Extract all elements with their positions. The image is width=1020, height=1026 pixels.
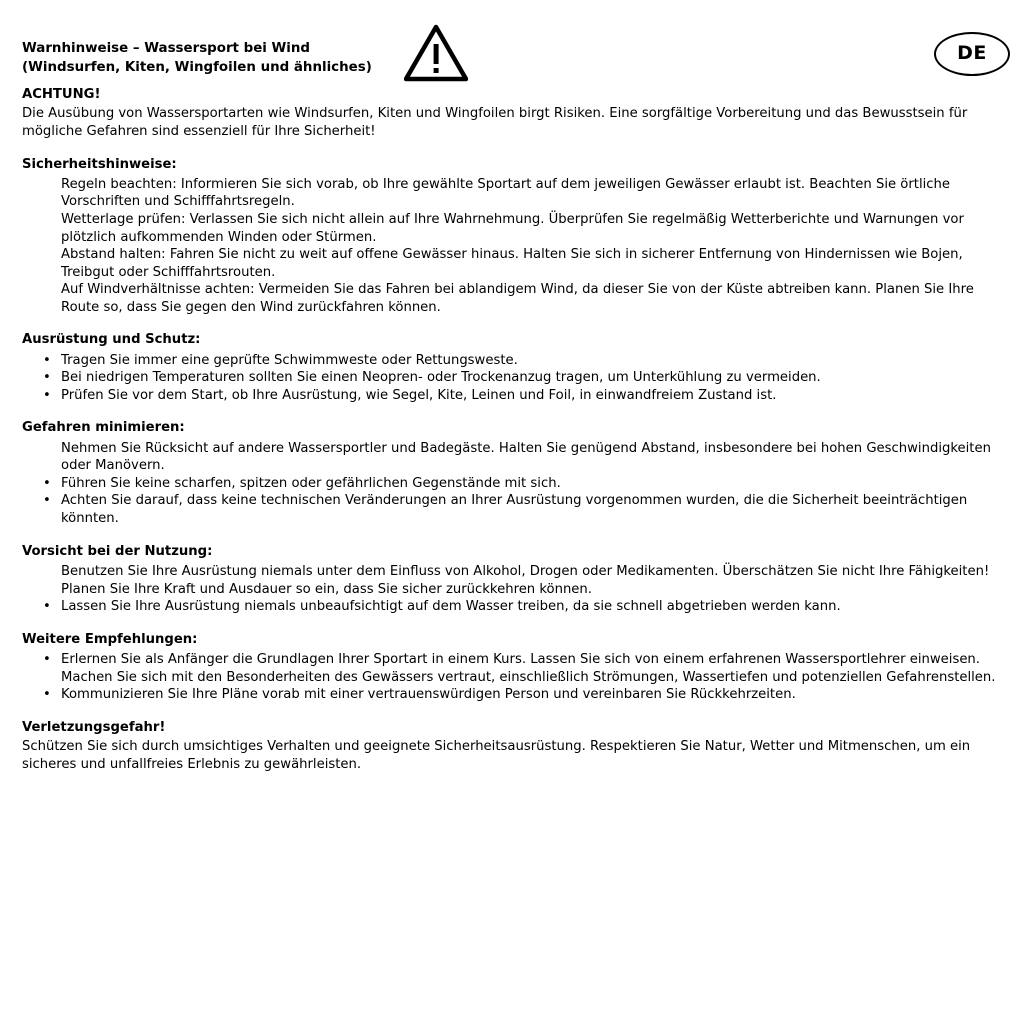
list-item: Auf Windverhältnisse achten: Vermeiden Sie das Fahren bei ablandigem Wind, da dieser Sie von der Küste abtreiben kann. Planen Sie Ihre Route so, dass Sie gegen den Wind zurückfahren können. — [61, 282, 974, 315]
section-list — [22, 440, 997, 528]
warning-triangle-icon — [404, 24, 468, 82]
document-header — [22, 36, 997, 86]
section-list — [22, 651, 997, 704]
list-item: • Achten Sie darauf, dass keine technischen Veränderungen an Ihrer Ausrüstung vorgenommen wurden, die die Sicherheit beeinträchtigen könnten. — [41, 492, 997, 527]
section-heading: Vorsicht bei der Nutzung: — [22, 543, 213, 559]
list-item: Wetterlage prüfen: Verlassen Sie sich nicht allein auf Ihre Wahrnehmung. Überprüfen Sie regelmäßig Wetterberichte und Warnungen vor plötzlich aufkommenden Winden oder Stürmen. — [61, 212, 964, 245]
page-title-line1: Warnhinweise – Wassersport bei Wind — [22, 41, 311, 56]
section-paragraph: Schützen Sie sich durch umsichtiges Verhalten und geeignete Sicherheitsausrüstung. Respektieren Sie Natur, Wetter und Mitmenschen, um ein sicheres und unfallfreies Erlebnis zu gewährleisten. — [22, 739, 971, 772]
section-list — [22, 352, 997, 405]
page-title-line2: (Windsurfen, Kiten, Wingfoilen und ähnliches) — [22, 60, 372, 76]
list-item: Regeln beachten: Informieren Sie sich vorab, ob Ihre gewählte Sportart auf dem jeweiligen Gewässer erlaubt ist. Beachten Sie örtliche Vorschriften und Schifffahrtsregeln. — [61, 176, 951, 210]
list-item: • Lassen Sie Ihre Ausrüstung niemals unbeaufsichtigt auf dem Wasser treiben, da sie schnell abgetrieben werden kann. — [41, 598, 997, 616]
list-item: • Bei niedrigen Temperaturen sollten Sie einen Neopren- oder Trockenanzug tragen, um Unterkühlung zu vermeiden. — [41, 369, 997, 387]
document-content — [22, 36, 997, 773]
section-heading: ACHTUNG! — [22, 87, 101, 102]
list-item: • Kommunizieren Sie Ihre Pläne vorab mit einer vertrauenswürdigen Person und vereinbaren Sie Rückkehrzeiten. — [41, 686, 997, 704]
section-heading: Verletzungsgefahr! — [22, 719, 166, 735]
list-item: • Prüfen Sie vor dem Start, ob Ihre Ausrüstung, wie Segel, Kite, Leinen und Foil, in einwandfreiem Zustand ist. — [41, 387, 997, 405]
list-item: Benutzen Sie Ihre Ausrüstung niemals unter dem Einfluss von Alkohol, Drogen oder Medikamenten. Überschätzen Sie nicht Ihre Fähigkeiten! Planen Sie Ihre Kraft und Ausdauer so ein, dass Sie sicher zurückkehren können. — [61, 563, 990, 597]
section-list — [22, 563, 997, 616]
list-item: Nehmen Sie Rücksicht auf andere Wassersportler und Badegäste. Halten Sie genügend Abstand, insbesondere bei hohen Geschwindigkeiten oder Manövern. — [61, 440, 991, 474]
section-heading: Sicherheitshinweise: — [22, 156, 177, 172]
section-weitere-empfehlungen — [22, 631, 997, 704]
section-sicherheitshinweise — [22, 156, 997, 317]
section-list — [22, 176, 997, 316]
section-vorsicht-bei-der-nutzung — [22, 543, 997, 616]
list-item: Abstand halten: Fahren Sie nicht zu weit auf offene Gewässer hinaus. Halten Sie sich in sicherer Entfernung von Hindernissen wie Bojen, Treibgut oder Schifffahrtsrouten. — [61, 247, 963, 280]
section-paragraph: Die Ausübung von Wassersportarten wie Windsurfen, Kiten und Wingfoilen birgt Risiken. Eine sorgfältige Vorbereitung und das Bewusstsein für mögliche Gefahren sind essenziell für Ihre Sicherheit! — [22, 106, 968, 139]
page-title — [22, 36, 442, 77]
section-verletzungsgefahr — [22, 719, 997, 774]
section-heading: Ausrüstung und Schutz: — [22, 332, 201, 348]
section-achtung — [22, 86, 997, 141]
section-heading: Gefahren minimieren: — [22, 420, 185, 436]
list-item: • Tragen Sie immer eine geprüfte Schwimmweste oder Rettungsweste. — [41, 352, 997, 370]
list-item: Machen Sie sich mit den Besonderheiten des Gewässers vertraut, einschließlich Strömungen, Wassertiefen und potenziellen Gefahrenstellen. — [61, 669, 996, 685]
section-heading: Weitere Empfehlungen: — [22, 631, 198, 647]
list-item: • Erlernen Sie als Anfänger die Grundlagen Ihrer Sportart in einem Kurs. Lassen Sie sich von einem erfahrenen Wassersportlehrer einweisen. — [41, 651, 997, 669]
country-badge — [934, 32, 1010, 76]
section-ausruestung-und-schutz — [22, 331, 997, 404]
country-code-label: DE — [957, 42, 987, 65]
section-gefahren-minimieren — [22, 419, 997, 527]
list-item: • Führen Sie keine scharfen, spitzen oder gefährlichen Gegenstände mit sich. — [41, 475, 997, 493]
